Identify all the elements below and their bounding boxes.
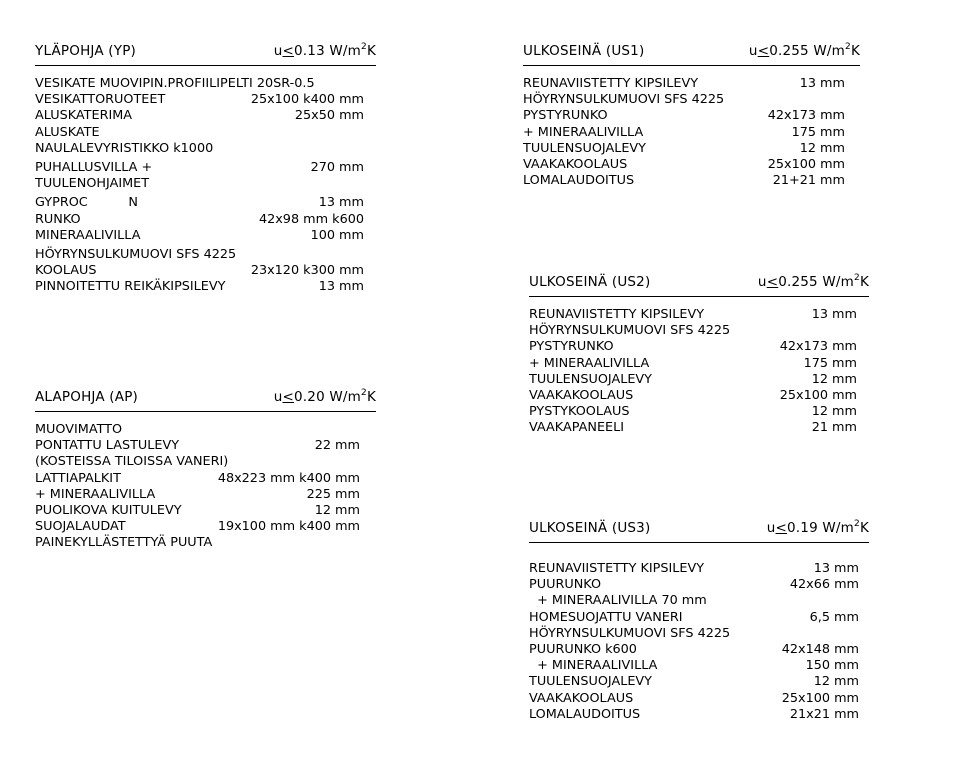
layer-row <box>529 610 859 626</box>
layer-value: 13 mm <box>813 561 859 576</box>
layer-row <box>529 561 859 577</box>
layer-label: + MINERAALIVILLA <box>523 124 644 140</box>
layer-list <box>529 307 857 437</box>
layer-value: 25x100 k400 mm <box>250 92 364 108</box>
layer-value: 21+21 mm <box>772 173 845 189</box>
panel-us3 <box>529 516 869 723</box>
layer-label: VAAKAPANEELI <box>529 420 625 436</box>
layer-row <box>35 108 364 124</box>
layer-list <box>35 422 360 552</box>
layer-row <box>35 92 364 108</box>
layer-value: 21x21 mm <box>789 706 859 722</box>
layer-value: 175 mm <box>803 355 857 371</box>
layer-label: REUNAVIISTETTY KIPSILEVY <box>523 76 699 91</box>
layer-list <box>35 76 364 295</box>
layer-label: PUURUNKO k600 <box>529 641 637 657</box>
layer-row <box>523 173 845 189</box>
panel-header <box>529 270 869 297</box>
u-value: u<0.255 $W/m^2K$ <box>757 273 869 290</box>
layer-label: MUOVIMATTO <box>35 422 123 437</box>
layer-value: 25x100 mm <box>779 387 857 403</box>
layer-value: 13 mm <box>318 195 364 211</box>
layer-label: NAULALEVYRISTIKKO k1000 <box>35 140 214 156</box>
layer-row <box>529 420 857 436</box>
layer-row <box>529 372 857 388</box>
layer-row <box>35 176 364 192</box>
layer-label: VAAKAKOOLAUS <box>529 387 634 403</box>
layer-row <box>529 307 857 323</box>
layer-row <box>35 535 360 551</box>
u-value: u<0.255 $W/m^2K$ <box>748 42 860 59</box>
layer-value: 25x50 mm <box>294 108 364 124</box>
layer-row <box>35 503 360 519</box>
layer-value: 42x173 mm <box>767 108 845 124</box>
layer-label: HOMESUOJATTU VANERI <box>529 609 683 625</box>
layer-row <box>529 577 859 593</box>
layer-row <box>35 212 364 228</box>
layer-row <box>35 247 364 263</box>
layer-value: 42x173 mm <box>779 339 857 355</box>
panel-header <box>35 385 376 412</box>
layer-label: TUULENOHJAIMET <box>35 176 150 192</box>
panel-ap <box>35 385 376 552</box>
layer-label: HÖYRYNSULKUMUOVI SFS 4225 <box>35 246 237 262</box>
layer-row <box>35 454 360 470</box>
section-title: ULKOSEINÄ (US2) <box>529 274 651 290</box>
layer-row <box>523 76 845 92</box>
layer-value: 23x120 k300 mm <box>250 263 364 279</box>
layer-label: TUULENSUOJALEVY <box>523 140 646 156</box>
layer-label: VESIKATE MUOVIPIN.PROFIILIPELTI 20SR-0.5 <box>35 76 315 91</box>
layer-row <box>35 487 360 503</box>
layer-label: KOOLAUS <box>35 263 97 279</box>
layer-value: 12 mm <box>811 404 857 420</box>
layer-value: 6,5 mm <box>809 609 859 625</box>
layer-row <box>529 691 859 707</box>
layer-row <box>35 263 364 279</box>
layer-row <box>35 195 364 211</box>
panel-us2 <box>529 270 869 437</box>
layer-label: (KOSTEISSA TILOISSA VANERI) <box>35 454 229 470</box>
layer-label: PINNOITETTU REIKÄKIPSILEVY <box>35 279 226 295</box>
layer-label: PAINEKYLLÄSTETTYÄ PUUTA <box>35 535 213 551</box>
layer-label: HÖYRYNSULKUMUOVI SFS 4225 <box>523 92 725 108</box>
layer-row <box>35 438 360 454</box>
layer-label: REUNAVIISTETTY KIPSILEVY <box>529 561 705 576</box>
layer-row <box>529 339 857 355</box>
layer-value: 13 mm <box>318 279 364 295</box>
layer-label: REUNAVIISTETTY KIPSILEVY <box>529 307 705 322</box>
layer-value: 25x100 mm <box>767 156 845 172</box>
layer-row <box>35 228 364 244</box>
layer-row <box>523 125 845 141</box>
layer-label: TUULENSUOJALEVY <box>529 371 652 387</box>
layer-row <box>529 642 859 658</box>
layer-value: 12 mm <box>813 674 859 690</box>
layer-value: 22 mm <box>314 438 360 454</box>
layer-value: 25x100 mm <box>781 690 859 706</box>
layer-row <box>523 108 845 124</box>
section-title: ALAPOHJA (AP) <box>35 389 138 405</box>
layer-row <box>529 356 857 372</box>
layer-value: 42x98 mm k600 <box>258 211 364 227</box>
panel-header <box>35 39 376 66</box>
layer-row <box>529 388 857 404</box>
layer-label: VESIKATTORUOTEET <box>35 92 166 108</box>
layer-label: PUOLIKOVA KUITULEVY <box>35 502 182 518</box>
layer-label: RUNKO <box>35 211 81 227</box>
panel-header <box>529 516 869 543</box>
layer-row <box>35 422 360 438</box>
layer-label: PYSTYRUNKO <box>523 108 608 124</box>
panel-header <box>523 39 860 66</box>
layer-row <box>529 593 859 609</box>
layer-label: TUULENSUOJALEVY <box>529 674 652 690</box>
layer-value: 100 mm <box>310 227 364 243</box>
layer-label: + MINERAALIVILLA <box>529 658 658 674</box>
layer-label: HÖYRYNSULKUMUOVI SFS 4225 <box>529 323 731 339</box>
layer-list <box>523 76 845 189</box>
u-value: u<0.19 $W/m^2K$ <box>766 519 869 536</box>
layer-row <box>529 323 857 339</box>
section-title: YLÄPOHJA (YP) <box>35 43 137 59</box>
layer-label: VAAKAKOOLAUS <box>529 690 634 706</box>
layer-row <box>35 141 364 157</box>
layer-value: 21 mm <box>811 420 857 436</box>
panel-us1 <box>523 39 860 189</box>
layer-value: 42x148 mm <box>781 641 859 657</box>
layer-label: GYPROC N <box>35 195 138 211</box>
section-title: ULKOSEINÄ (US1) <box>523 43 645 59</box>
layer-label: HÖYRYNSULKUMUOVI SFS 4225 <box>529 625 731 641</box>
layer-value: 19x100 mm k400 mm <box>217 519 360 535</box>
layer-label: LOMALAUDOITUS <box>523 173 635 189</box>
layer-row <box>35 471 360 487</box>
section-title: ULKOSEINÄ (US3) <box>529 520 651 536</box>
u-value: u<0.20 $W/m^2K$ <box>273 388 376 405</box>
layer-row <box>523 92 845 108</box>
layer-label: PONTATTU LASTULEVY <box>35 438 180 454</box>
layer-value: 12 mm <box>799 140 845 156</box>
layer-value: 270 mm <box>310 159 364 175</box>
panel-yp <box>35 39 376 295</box>
layer-row <box>35 160 364 176</box>
layer-label: SUOJALAUDAT <box>35 519 126 535</box>
layer-row <box>523 141 845 157</box>
layer-value: 48x223 mm k400 mm <box>217 470 360 486</box>
layer-label: VAAKAKOOLAUS <box>523 156 628 172</box>
layer-label: ALUSKATERIMA <box>35 108 133 124</box>
layer-row <box>35 76 364 92</box>
layer-label: LATTIAPALKIT <box>35 470 121 486</box>
layer-list <box>529 561 859 723</box>
layer-value: 12 mm <box>811 371 857 387</box>
layer-label: PUHALLUSVILLA + <box>35 159 153 175</box>
layer-row <box>35 519 360 535</box>
layer-row <box>523 157 845 173</box>
layer-row <box>529 707 859 723</box>
layer-label: + MINERAALIVILLA <box>35 486 156 502</box>
layer-label: ALUSKATE <box>35 124 100 140</box>
layer-label: PYSTYRUNKO <box>529 339 614 355</box>
layer-label: LOMALAUDOITUS <box>529 706 641 722</box>
layer-label: MINERAALIVILLA <box>35 227 141 243</box>
layer-row <box>529 626 859 642</box>
layer-label: PYSTYKOOLAUS <box>529 404 630 420</box>
layer-row <box>529 404 857 420</box>
u-value: u<0.13 $W/m^2K$ <box>273 42 376 59</box>
layer-value: 42x66 mm <box>789 577 859 593</box>
layer-label: + MINERAALIVILLA <box>529 355 650 371</box>
layer-value: 225 mm <box>306 486 360 502</box>
layer-row <box>35 125 364 141</box>
layer-row <box>529 658 859 674</box>
layer-label: + MINERAALIVILLA 70 mm <box>529 593 707 609</box>
layer-value: 13 mm <box>799 76 845 91</box>
layer-value: 12 mm <box>314 502 360 518</box>
layer-value: 175 mm <box>791 124 845 140</box>
layer-value: 150 mm <box>805 658 859 674</box>
layer-row <box>529 674 859 690</box>
layer-label: PUURUNKO <box>529 577 602 593</box>
layer-value: 13 mm <box>811 307 857 322</box>
layer-row <box>35 279 364 295</box>
